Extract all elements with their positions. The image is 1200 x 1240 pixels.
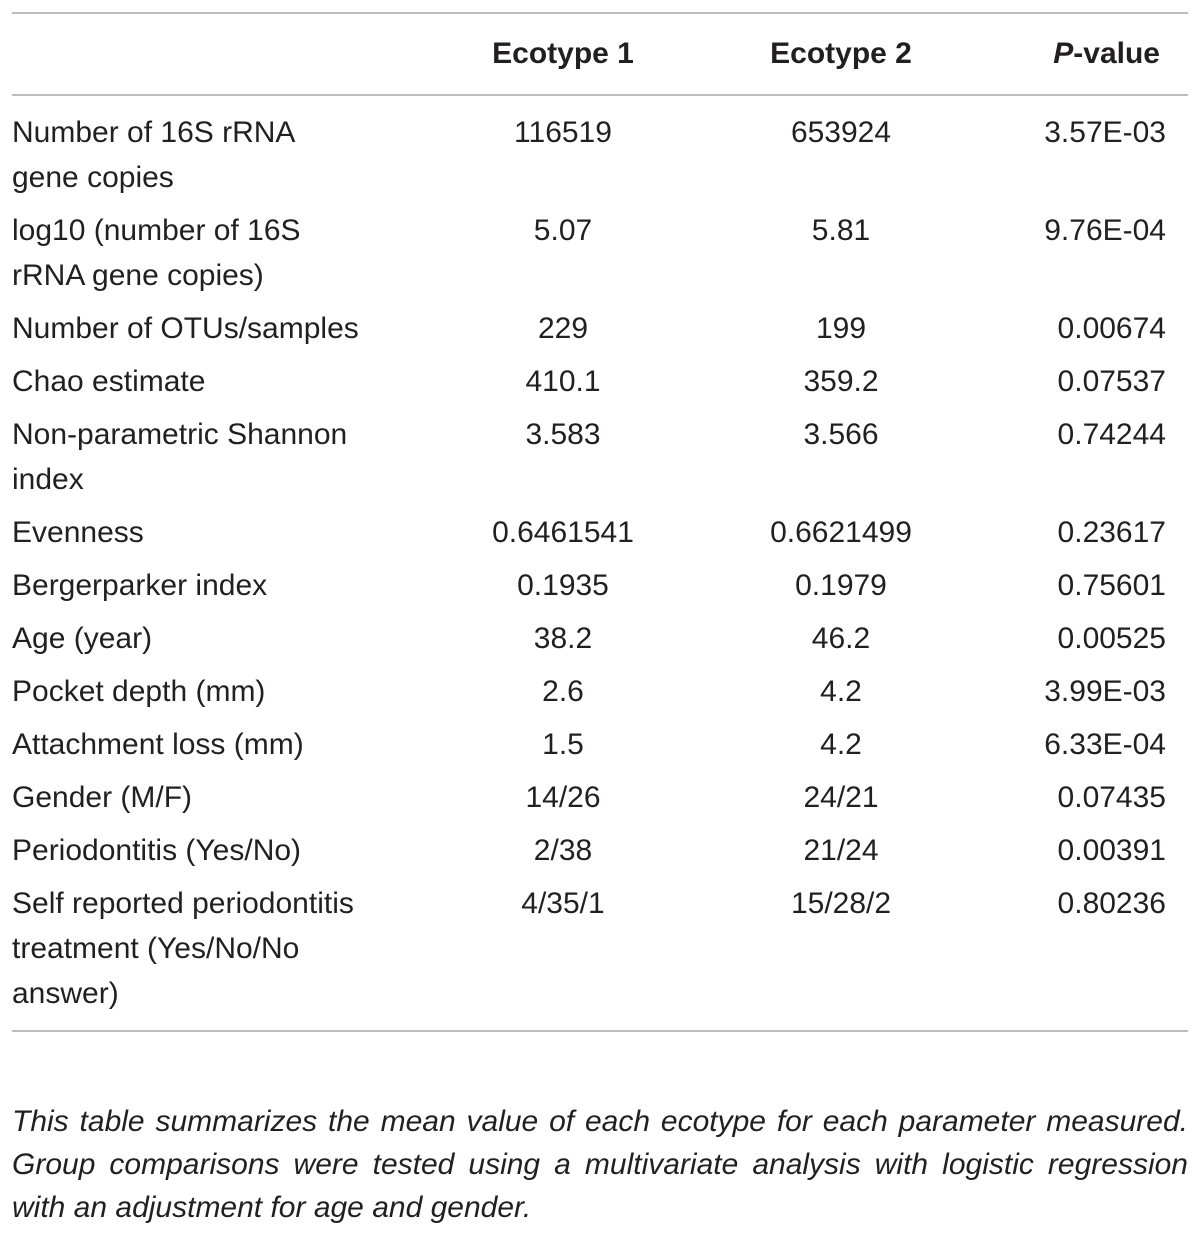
cell-parameter: Number of 16S rRNA gene copies	[12, 116, 294, 194]
cell-parameter: Evenness	[12, 516, 144, 549]
header-p-value	[1006, 13, 1188, 95]
cell-p-value: 0.00525	[1057, 622, 1166, 655]
cell-ecotype-1: 410.1	[525, 365, 601, 398]
cell-p-value: 0.00674	[1057, 312, 1166, 345]
cell-ecotype-1: 116519	[514, 116, 612, 149]
cell-p-value: 3.99E-03	[1044, 675, 1166, 708]
header-p-value-suffix: -value	[1073, 37, 1160, 70]
cell-p-value: 9.76E-04	[1044, 214, 1166, 247]
cell-parameter: Non-parametric Shannon index	[12, 418, 348, 496]
cell-parameter: Bergerparker index	[12, 569, 268, 602]
cell-ecotype-1: 5.07	[533, 214, 593, 247]
table-row	[12, 95, 1188, 204]
table-row	[12, 665, 1188, 718]
header-ecotype-1: Ecotype 1	[450, 13, 676, 95]
cell-ecotype-2: 24/21	[803, 781, 879, 814]
table-row	[12, 877, 1188, 1031]
cell-ecotype-1: 38.2	[533, 622, 593, 655]
table-row	[12, 559, 1188, 612]
cell-ecotype-1: 2/38	[533, 834, 593, 867]
header-parameter	[12, 13, 450, 95]
cell-ecotype-2: 199	[815, 312, 867, 345]
cell-parameter: Pocket depth (mm)	[12, 675, 266, 708]
cell-p-value: 6.33E-04	[1044, 728, 1166, 761]
table-row	[12, 718, 1188, 771]
cell-ecotype-1: 2.6	[542, 675, 584, 708]
cell-ecotype-2: 3.566	[803, 418, 879, 451]
cell-p-value: 0.00391	[1057, 834, 1166, 867]
cell-ecotype-2: 0.6621499	[770, 516, 912, 549]
cell-p-value: 3.57E-03	[1044, 116, 1166, 149]
cell-ecotype-1: 229	[537, 312, 589, 345]
cell-p-value: 0.07537	[1057, 365, 1166, 398]
cell-ecotype-1: 3.583	[525, 418, 601, 451]
cell-parameter: Chao estimate	[12, 365, 206, 398]
cell-ecotype-2: 4.2	[820, 675, 862, 708]
table-footnote: This table summarizes the mean value of each ecotype for each parameter measured. Group comparisons were tested using a multivariate analysis with logistic regression with an adjustment for age and gender.	[12, 1105, 1188, 1224]
table-row	[12, 302, 1188, 355]
cell-ecotype-1: 1.5	[542, 728, 584, 761]
table-row	[12, 771, 1188, 824]
cell-parameter: log10 (number of 16S rRNA gene copies)	[12, 214, 301, 292]
table-row	[12, 408, 1188, 506]
cell-parameter: Periodontitis (Yes/No)	[12, 834, 302, 867]
cell-ecotype-1: 4/35/1	[450, 877, 676, 1031]
header-p-value-italic: P	[1053, 37, 1074, 70]
cell-ecotype-2: 653924	[790, 116, 892, 149]
cell-parameter: Gender (M/F)	[12, 781, 193, 814]
cell-parameter: Age (year)	[12, 622, 153, 655]
ecotype-comparison-table	[12, 12, 1188, 1032]
table-row	[12, 824, 1188, 877]
table-row	[12, 506, 1188, 559]
cell-p-value: 0.75601	[1057, 569, 1166, 602]
cell-p-value: 0.74244	[1057, 418, 1166, 451]
cell-p-value: 0.07435	[1057, 781, 1166, 814]
cell-parameter: Self reported periodontitis treatment (Yes/No/No answer)	[12, 877, 450, 1031]
table-row	[12, 204, 1188, 302]
cell-ecotype-2: 46.2	[811, 622, 871, 655]
cell-parameter: Attachment loss (mm)	[12, 728, 304, 761]
cell-p-value: 0.23617	[1057, 516, 1166, 549]
cell-ecotype-1: 14/26	[525, 781, 601, 814]
table-header-row	[12, 13, 1188, 95]
table-row	[12, 355, 1188, 408]
cell-ecotype-2: 5.81	[811, 214, 871, 247]
table-row	[12, 612, 1188, 665]
cell-ecotype-1: 0.1935	[517, 569, 609, 602]
cell-ecotype-2: 0.1979	[795, 569, 887, 602]
cell-parameter: Number of OTUs/samples	[12, 312, 359, 345]
header-ecotype-2: Ecotype 2	[676, 13, 1006, 95]
cell-ecotype-1: 0.6461541	[492, 516, 634, 549]
cell-ecotype-2: 4.2	[820, 728, 862, 761]
cell-ecotype-2: 21/24	[803, 834, 879, 867]
cell-ecotype-2: 15/28/2	[676, 877, 1006, 1031]
cell-p-value: 0.80236	[1006, 877, 1188, 1031]
table-body	[12, 95, 1188, 1031]
cell-ecotype-2: 359.2	[803, 365, 879, 398]
